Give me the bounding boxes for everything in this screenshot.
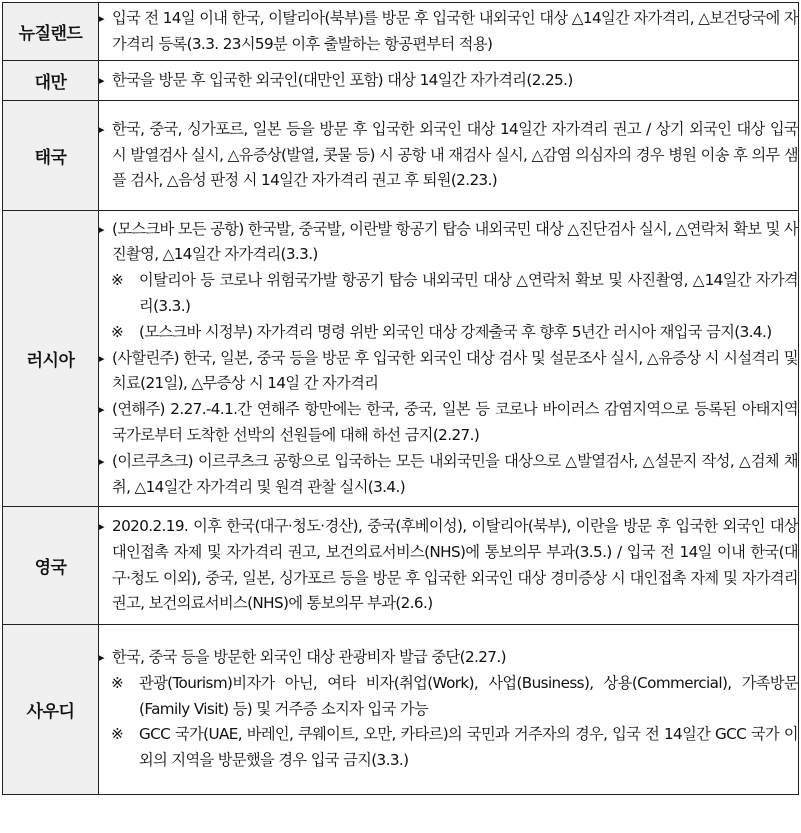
table-row: [3, 101, 799, 211]
country-cell: 영국: [3, 507, 99, 625]
table-row: [3, 3, 799, 61]
country-cell: 사우디: [3, 625, 99, 795]
note-item: ※ (모스크바 시정부) 자가격리 명령 위반 외국인 대상 강제출국 후 향후 5년간 러시아 재입국 금지(3.4.): [99, 320, 798, 346]
measures-cell: [99, 101, 799, 211]
measures-cell: [99, 625, 799, 795]
country-cell: 러시아: [3, 211, 99, 507]
table-row: [3, 625, 799, 795]
measures-cell: [99, 211, 799, 507]
bullet-item: ▸ 2020.2.19. 이후 한국(대구·청도·경산), 중국(후베이성), 이탈리아(북부), 이란을 방문 후 입국한 외국인 대상 대인접촉 자제 및 자가격리 권고, 보건의료서비스(NHS)에 통보의무 부과(3.5.) / 입국 전 14일 이내 한국(대구·청도 이외), 중국, 일본, 싱가포르 등을 방문 후 입국한 외국인 대상 경미증상 시 대인접촉 자제 및 자가격리 권고, 보건의료서비스(NHS)에 통보의무 부과(2.6.): [99, 514, 798, 617]
bullet-item: ▸ (모스크바 모든 공항) 한국발, 중국발, 이란발 항공기 탑승 내외국민 대상 △진단검사 실시, △연락처 확보 및 사진촬영, △14일간 자가격리(3.3.): [99, 217, 798, 269]
bullet-item: ▸ (연해주) 2.27.-4.1.간 연해주 항만에는 한국, 중국, 일본 등 코로나 바이러스 감염지역으로 등록된 아태지역 국가로부터 도착한 선박의 선원들에 대해 하선 금지(2.27.): [99, 397, 798, 449]
entry-restrictions-table: [2, 2, 799, 795]
measures-cell: [99, 507, 799, 625]
note-item: ※ 이탈리아 등 코로나 위험국가발 항공기 탑승 내외국민 대상 △연락처 확보 및 사진촬영, △14일간 자가격리(3.3.): [99, 268, 798, 320]
measures-cell: [99, 61, 799, 101]
bullet-item: ▸ (사할린주) 한국, 일본, 중국 등을 방문 후 입국한 외국인 대상 검사 및 설문조사 실시, △유증상 시 시설격리 및 치료(21일), △무증상 시 14일 간 자가격리: [99, 346, 798, 398]
table-row: [3, 61, 799, 101]
bullet-item: ▸ 입국 전 14일 이내 한국, 이탈리아(북부)를 방문 후 입국한 내외국인 대상 △14일간 자가격리, △보건당국에 자가격리 등록(3.3. 23시59분 이후 출발하는 항공편부터 적용): [99, 6, 798, 58]
note-item: ※ GCC 국가(UAE, 바레인, 쿠웨이트, 오만, 카타르)의 국민과 거주자의 경우, 입국 전 14일간 GCC 국가 이외의 지역을 방문했을 경우 입국 금지(3.3.): [99, 722, 798, 774]
bullet-item: ▸ (이르쿠츠크) 이르쿠츠크 공항으로 입국하는 모든 내외국민을 대상으로 △발열검사, △설문지 작성, △검체 채취, △14일간 자가격리 및 원격 관찰 실시(3.4.): [99, 449, 798, 501]
country-cell: 대만: [3, 61, 99, 101]
country-cell: 뉴질랜드: [3, 3, 99, 61]
table-row: [3, 507, 799, 625]
bullet-item: ▸ 한국을 방문 후 입국한 외국인(대만인 포함) 대상 14일간 자가격리(2.25.): [99, 68, 798, 94]
bullet-item: ▸ 한국, 중국 등을 방문한 외국인 대상 관광비자 발급 중단(2.27.): [99, 645, 798, 671]
measures-cell: [99, 3, 799, 61]
country-cell: 태국: [3, 101, 99, 211]
bullet-item: ▸ 한국, 중국, 싱가포르, 일본 등을 방문 후 입국한 외국인 대상 14일간 자가격리 권고 / 상기 외국인 대상 입국 시 발열검사 실시, △유증상(발열, 콧물 등) 시 공항 내 재검사 실시, △감염 의심자의 경우 병원 이송 후 의무 샘플 검사, △음성 판정 시 14일간 자가격리 권고 후 퇴원(2.23.): [99, 117, 798, 194]
note-item: ※ 관광(Tourism)비자가 아닌, 여타 비자(취업(Work), 사업(Business), 상용(Commercial), 가족방문(Family Visit) 등) 및 거주증 소지자 입국 가능: [99, 671, 798, 723]
table-row: [3, 211, 799, 507]
table-body: [3, 3, 799, 795]
